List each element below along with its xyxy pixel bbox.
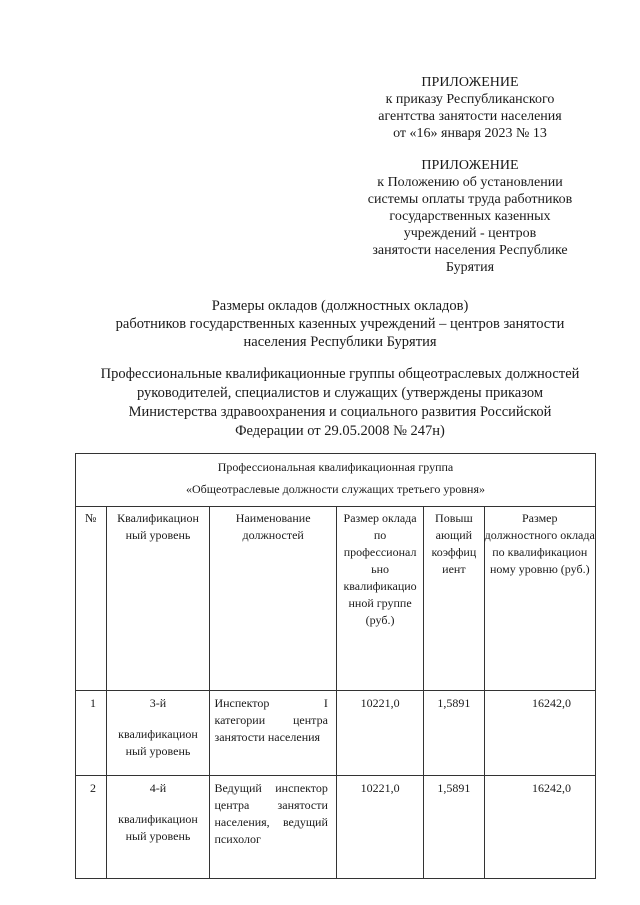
appendix-line: системы оплаты труда работников [367,192,573,207]
title-line: населения Республики Бурятия [243,334,437,350]
appendix-line: к приказу Республиканского [385,92,555,107]
group-header-line: «Общеотраслевые должности служащих третьего уровня» [186,482,485,496]
table-row [76,776,596,879]
column-header-base-salary: Размер оклада по профессионал ьно квалификацио нной группе (руб.) [336,507,423,691]
appendix-order-block [355,74,585,142]
appendix-line: учреждений - центров [403,226,537,241]
appendix-title: ПРИЛОЖЕНИЕ [421,75,519,90]
row-base-salary: 10221,0 [336,776,423,879]
level-number: 3-й [149,696,167,710]
group-description [80,365,600,441]
appendix-regulation-block [345,157,595,276]
level-number: 4-й [149,781,167,795]
row-level [106,691,210,776]
group-line: Профессиональные квалификационные группы общеотраслевых должностей [100,366,580,382]
column-header-salary: Размер должностного оклада по квалификацион ному уровню (руб.) [484,507,596,691]
appendix-line: государственных казенных [389,209,551,224]
salary-table [75,453,596,879]
column-header-number: № [76,507,107,691]
row-coefficient: 1,5891 [424,776,484,879]
column-header-coefficient: Повыш ающий коэффиц иент [424,507,484,691]
appendix-title: ПРИЛОЖЕНИЕ [421,158,519,173]
appendix-line: агентства занятости населения [378,109,562,124]
level-text: квалификацион ный уровень [118,812,198,843]
row-salary: 16242,0 [484,776,596,879]
row-position: Инспектор I категории центра занятости населения [210,691,336,776]
table-group-header [76,454,596,507]
table-row [76,691,596,776]
row-level [106,776,210,879]
column-header-position: Наименование должностей [210,507,336,691]
title-line: работников государственных казенных учреждений – центров занятости [115,316,565,332]
row-coefficient: 1,5891 [424,691,484,776]
group-header-line: Профессиональная квалификационная группа [217,460,454,474]
row-position: Ведущий инспектор центра занятости населения, ведущий психолог [210,776,336,879]
appendix-line: Бурятия [445,260,495,275]
title-line: Размеры окладов (должностных окладов) [211,298,469,314]
row-number: 1 [76,691,107,776]
appendix-line: к Положению об установлении [377,175,563,190]
group-line: Федерации от 29.05.2008 № 247н) [235,423,445,439]
appendix-line: занятости населения Республике [372,243,568,258]
level-text: квалификацион ный уровень [118,727,198,758]
appendix-line: от «16» января 2023 № 13 [393,126,547,141]
document-title [80,297,600,351]
row-base-salary: 10221,0 [336,691,423,776]
row-number: 2 [76,776,107,879]
group-line: руководителей, специалистов и служащих (утверждены приказом [136,385,544,401]
group-line: Министерства здравоохранения и социального развития Российской [128,404,552,420]
row-salary: 16242,0 [484,691,596,776]
column-header-level: Квалификацион ный уровень [106,507,210,691]
